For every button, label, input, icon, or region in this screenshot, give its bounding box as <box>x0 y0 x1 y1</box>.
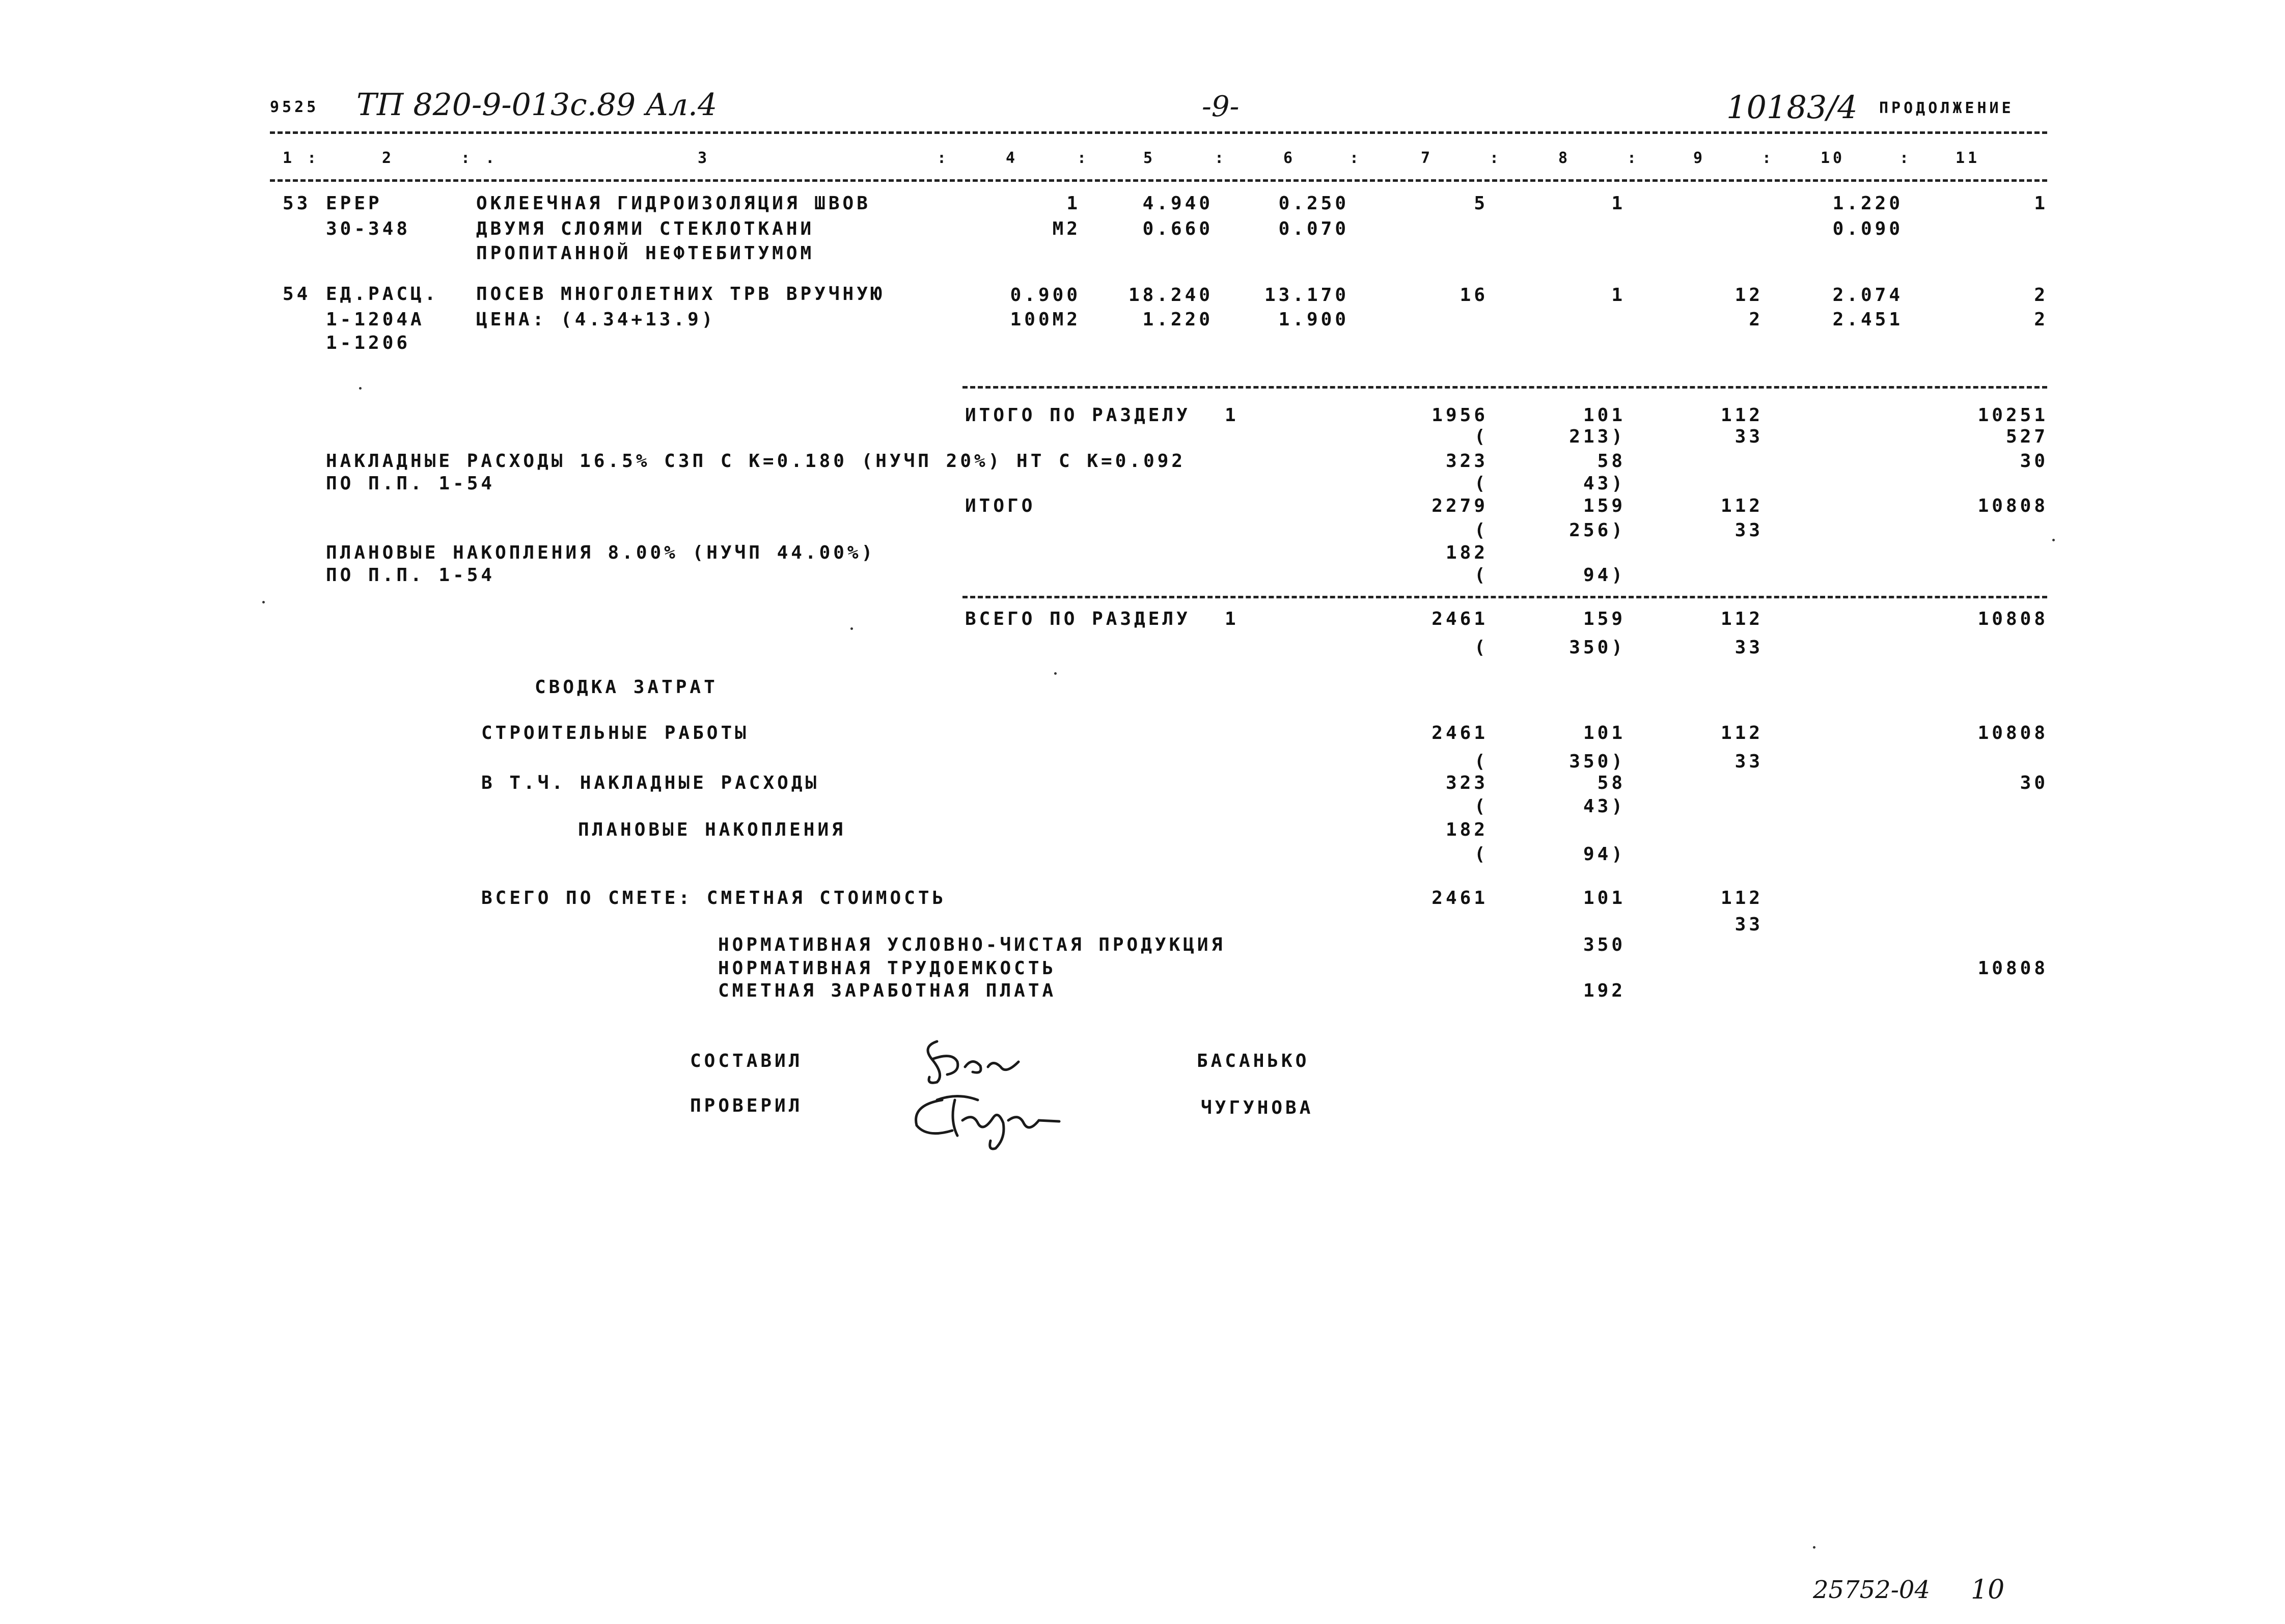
row-col10: 2.451 <box>1832 309 1903 330</box>
itogo-paren: ( <box>1474 520 1489 541</box>
header-code-left: 9525 <box>270 98 319 116</box>
row-code: 30-348 <box>326 218 411 239</box>
itogo-col8: 159 <box>1583 496 1626 516</box>
overhead-label: НАКЛАДНЫЕ РАСХОДЫ 16.5% СЗП С К=0.180 (НУЧП 20%) НТ С К=0.092 <box>326 451 1186 472</box>
itogo-col11: 10808 <box>1977 496 2048 516</box>
col-no-1: 1 : <box>283 149 320 167</box>
checked-label: ПРОВЕРИЛ <box>690 1095 803 1116</box>
scan-speck <box>1813 1546 1815 1549</box>
overhead-col8-sub: 43) <box>1583 473 1626 494</box>
grand-col8: 159 <box>1583 609 1626 629</box>
row-col6: 0.070 <box>1278 218 1349 239</box>
row-col10: 2.074 <box>1832 285 1903 306</box>
overhead-col7: 323 <box>1445 451 1488 472</box>
itogo-col9-sub: 33 <box>1735 520 1763 541</box>
compiled-label: СОСТАВИЛ <box>690 1051 803 1071</box>
total-col9-sub: 33 <box>1735 426 1763 447</box>
section-total-rule <box>962 386 2047 389</box>
footer-sheet-number: 10 <box>1971 1575 2005 1605</box>
row-col9: 12 <box>1735 285 1763 306</box>
col-no-6: 6 <box>1283 149 1296 167</box>
row-quantity: 0.900 <box>1010 285 1081 306</box>
scan-speck <box>2052 539 2055 541</box>
row-col10: 1.220 <box>1832 193 1903 214</box>
section-number: 1 <box>1225 405 1239 426</box>
norm-labor-value: 10808 <box>1977 958 2048 979</box>
summary-planned-paren: ( <box>1474 844 1489 865</box>
overhead-col11: 30 <box>2020 451 2048 472</box>
planned-paren: ( <box>1474 565 1489 586</box>
scan-speck <box>359 387 362 390</box>
incl-overhead-paren: ( <box>1474 796 1489 817</box>
row-name: ПРОПИТАННОЙ НЕФТЕБИТУМОМ <box>476 243 815 264</box>
row-col7: 5 <box>1474 193 1488 214</box>
row-code: 1-1206 <box>326 333 411 353</box>
row-unit-price: 4.940 <box>1142 193 1213 214</box>
col-no-8: 8 <box>1558 149 1571 167</box>
col-sep-8: : <box>1627 149 1640 167</box>
row-col7: 16 <box>1460 285 1488 306</box>
grand-total-rule <box>962 596 2047 598</box>
col-no-2: 2 <box>382 149 395 167</box>
column-header-rule <box>270 179 2047 182</box>
row-unit-price: 1.220 <box>1142 309 1213 330</box>
checked-signature-icon <box>906 1090 1090 1161</box>
row-col11: 2 <box>2034 285 2048 306</box>
planned-ref: ПО П.П. 1-54 <box>326 565 495 586</box>
compiled-signature-icon <box>917 1031 1085 1092</box>
row-col11: 2 <box>2034 309 2048 330</box>
summary-planned-col8-sub: 94) <box>1583 844 1626 865</box>
grand-paren: ( <box>1474 637 1489 658</box>
grand-total-label: ВСЕГО ПО РАЗДЕЛУ <box>965 609 1191 629</box>
summary-title: СВОДКА ЗАТРАТ <box>535 677 718 698</box>
col-no-5: 5 <box>1143 149 1156 167</box>
wage-value: 192 <box>1583 980 1626 1001</box>
construction-col8-sub: 350) <box>1569 751 1626 772</box>
compiled-name: БАСАНЬКО <box>1197 1051 1310 1071</box>
planned-col7: 182 <box>1445 542 1488 563</box>
checked-name: ЧУГУНОВА <box>1201 1097 1314 1118</box>
wage-label: СМЕТНАЯ ЗАРАБОТНАЯ ПЛАТА <box>718 980 1057 1001</box>
construction-col9-sub: 33 <box>1735 751 1763 772</box>
grand-section-number: 1 <box>1225 609 1239 629</box>
planned-label: ПЛАНОВЫЕ НАКОПЛЕНИЯ 8.00% (НУЧП 44.00%) <box>326 542 876 563</box>
col-no-4: 4 <box>1006 149 1018 167</box>
scan-speck <box>1054 672 1057 675</box>
col-sep-9: : <box>1762 149 1775 167</box>
row-unit: М2 <box>1052 218 1081 239</box>
grand-col11: 10808 <box>1977 609 2048 629</box>
estimate-total-col9-sub: 33 <box>1735 914 1763 935</box>
itogo-label: ИТОГО <box>965 496 1036 516</box>
col-no-9: 9 <box>1693 149 1706 167</box>
col-no-3: 3 <box>698 149 710 167</box>
section-total-label: ИТОГО ПО РАЗДЕЛУ <box>965 405 1191 426</box>
construction-paren: ( <box>1474 751 1489 772</box>
col-sep-5: : <box>1215 149 1227 167</box>
header-page-number: -9- <box>1202 90 1240 123</box>
row-col8: 1 <box>1611 285 1626 306</box>
row-col11: 1 <box>2034 193 2048 214</box>
incl-overhead-col8-sub: 43) <box>1583 796 1626 817</box>
norm-product-value: 350 <box>1583 934 1626 955</box>
estimate-total-col9: 112 <box>1720 888 1763 909</box>
overhead-paren: ( <box>1474 473 1489 494</box>
estimate-total-label: ВСЕГО ПО СМЕТЕ: СМЕТНАЯ СТОИМОСТЬ <box>481 888 947 909</box>
planned-col8-sub: 94) <box>1583 565 1626 586</box>
row-number: 54 <box>283 284 311 305</box>
row-number: 53 <box>283 193 311 214</box>
scan-speck <box>262 601 265 603</box>
estimate-total-col8: 101 <box>1583 888 1626 909</box>
row-name: ПОСЕВ МНОГОЛЕТНИХ ТРВ ВРУЧНУЮ <box>476 284 885 305</box>
total-col8: 101 <box>1583 405 1626 426</box>
construction-col9: 112 <box>1720 723 1763 744</box>
row-name: ЦЕНА: (4.34+13.9) <box>476 309 716 330</box>
row-col10: 0.090 <box>1832 218 1903 239</box>
itogo-col8-sub: 256) <box>1569 520 1626 541</box>
col-no-10: 10 <box>1821 149 1846 167</box>
itogo-col7: 2279 <box>1431 496 1488 516</box>
col-sep-10: : <box>1899 149 1912 167</box>
row-unit-price: 0.660 <box>1142 218 1213 239</box>
row-code: ЕРЕР <box>326 193 382 214</box>
norm-labor-label: НОРМАТИВНАЯ ТРУДОЕМКОСТЬ <box>718 958 1057 979</box>
grand-col9: 112 <box>1720 609 1763 629</box>
col-sep-2: : . <box>461 149 498 167</box>
estimate-total-col7: 2461 <box>1431 888 1488 909</box>
col-sep-6: : <box>1350 149 1362 167</box>
row-col9: 2 <box>1749 309 1763 330</box>
row-unit-price: 18.240 <box>1128 285 1213 306</box>
grand-col9-sub: 33 <box>1735 637 1763 658</box>
incl-overhead-col7: 323 <box>1445 773 1488 793</box>
construction-label: СТРОИТЕЛЬНЫЕ РАБОТЫ <box>481 723 749 744</box>
incl-overhead-label: В Т.Ч. НАКЛАДНЫЕ РАСХОДЫ <box>481 773 820 793</box>
row-quantity: 1 <box>1066 193 1081 214</box>
row-unit: 100М2 <box>1010 309 1081 330</box>
row-code: 1-1204А <box>326 309 425 330</box>
col-no-7: 7 <box>1421 149 1434 167</box>
scan-speck <box>850 627 853 630</box>
header-continuation: ПРОДОЛЖЕНИЕ <box>1879 99 2014 117</box>
incl-overhead-col8: 58 <box>1597 773 1626 793</box>
col-sep-4: : <box>1077 149 1090 167</box>
footer-stamp-number: 25752-04 <box>1813 1576 1930 1604</box>
construction-col7: 2461 <box>1431 723 1488 744</box>
total-col11: 10251 <box>1977 405 2048 426</box>
row-col6: 1.900 <box>1278 309 1349 330</box>
row-col8: 1 <box>1611 193 1626 214</box>
total-col8-sub: 213) <box>1569 426 1626 447</box>
grand-col8-sub: 350) <box>1569 637 1626 658</box>
summary-planned-label: ПЛАНОВЫЕ НАКОПЛЕНИЯ <box>578 819 846 840</box>
row-col6: 0.250 <box>1278 193 1349 214</box>
col-sep-3: : <box>937 149 950 167</box>
header-document-number: 10183/4 <box>1726 89 1858 126</box>
header-project-code: ТП 820-9-013с.89 Ал.4 <box>356 87 718 123</box>
itogo-col9: 112 <box>1720 496 1763 516</box>
col-no-11: 11 <box>1956 149 1980 167</box>
header-rule <box>270 131 2047 134</box>
grand-col7: 2461 <box>1431 609 1488 629</box>
norm-product-label: НОРМАТИВНАЯ УСЛОВНО-ЧИСТАЯ ПРОДУКЦИЯ <box>718 934 1226 955</box>
col-sep-7: : <box>1490 149 1502 167</box>
total-col11-sub: 527 <box>2005 426 2048 447</box>
row-code: ЕД.РАСЦ. <box>326 284 439 305</box>
construction-col11: 10808 <box>1977 723 2048 744</box>
row-name: ДВУМЯ СЛОЯМИ СТЕКЛОТКАНИ <box>476 218 815 239</box>
incl-overhead-col11: 30 <box>2020 773 2048 793</box>
row-name: ОКЛЕЕЧНАЯ ГИДРОИЗОЛЯЦИЯ ШВОВ <box>476 193 871 214</box>
overhead-col8: 58 <box>1597 451 1626 472</box>
overhead-ref: ПО П.П. 1-54 <box>326 473 495 494</box>
row-col6: 13.170 <box>1264 285 1349 306</box>
total-paren: ( <box>1474 426 1489 447</box>
total-col9: 112 <box>1720 405 1763 426</box>
construction-col8: 101 <box>1583 723 1626 744</box>
summary-planned-col7: 182 <box>1445 819 1488 840</box>
total-col7: 1956 <box>1431 405 1488 426</box>
